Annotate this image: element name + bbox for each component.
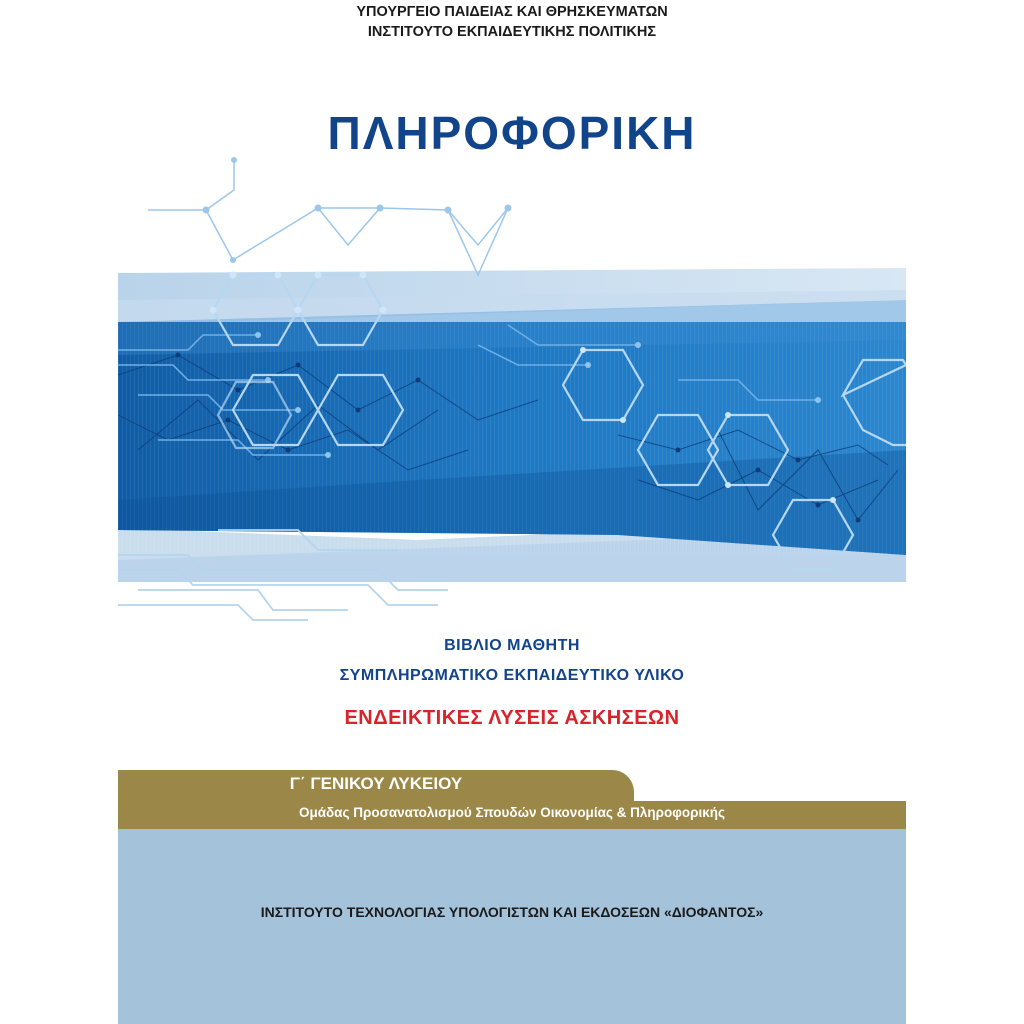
- top-traces: [148, 160, 508, 275]
- grade-label: Γ΄ ΓΕΝΙΚΟΥ ΛΥΚΕΙΟΥ: [289, 774, 463, 793]
- book-cover: [118, 0, 906, 1024]
- indicative-solutions-label: ΕΝΔΕΙΚΤΙΚΕΣ ΛΥΣΕΙΣ ΑΣΚΗΣΕΩΝ: [344, 707, 680, 729]
- institute-name: ΙΝΣΤΙΤΟΥΤΟ ΕΚΠΑΙΔΕΥΤΙΚΗΣ ΠΟΛΙΤΙΚΗΣ: [367, 24, 657, 40]
- ministry-name: ΥΠΟΥΡΓΕΙΟ ΠΑΙΔΕΙΑΣ ΚΑΙ ΘΡΗΣΚΕΥΜΑΤΩΝ: [356, 4, 668, 20]
- book-title: ΠΛΗΡΟΦΟΡΙΚΗ: [327, 107, 697, 159]
- supplementary-material-label: ΣΥΜΠΛΗΡΩΜΑΤΙΚΟ ΕΚΠΑΙΔΕΥΤΙΚΟ ΥΛΙΚΟ: [339, 667, 685, 684]
- publisher-name: ΙΝΣΤΙΤΟΥΤΟ ΤΕΧΝΟΛΟΓΙΑΣ ΥΠΟΛΟΓΙΣΤΩΝ ΚΑΙ ΕΚΔΟΣΕΩΝ «ΔΙΟΦΑΝΤΟΣ»: [260, 904, 764, 920]
- circuit-network-illustration: [118, 150, 906, 630]
- track-label: Ομάδας Προσανατολισμού Σπουδών Οικονομίας & Πληροφορικής: [298, 805, 726, 820]
- bottom-panel: [118, 829, 906, 1024]
- student-book-label: ΒΙΒΛΙΟ ΜΑΘΗΤΗ: [444, 637, 580, 654]
